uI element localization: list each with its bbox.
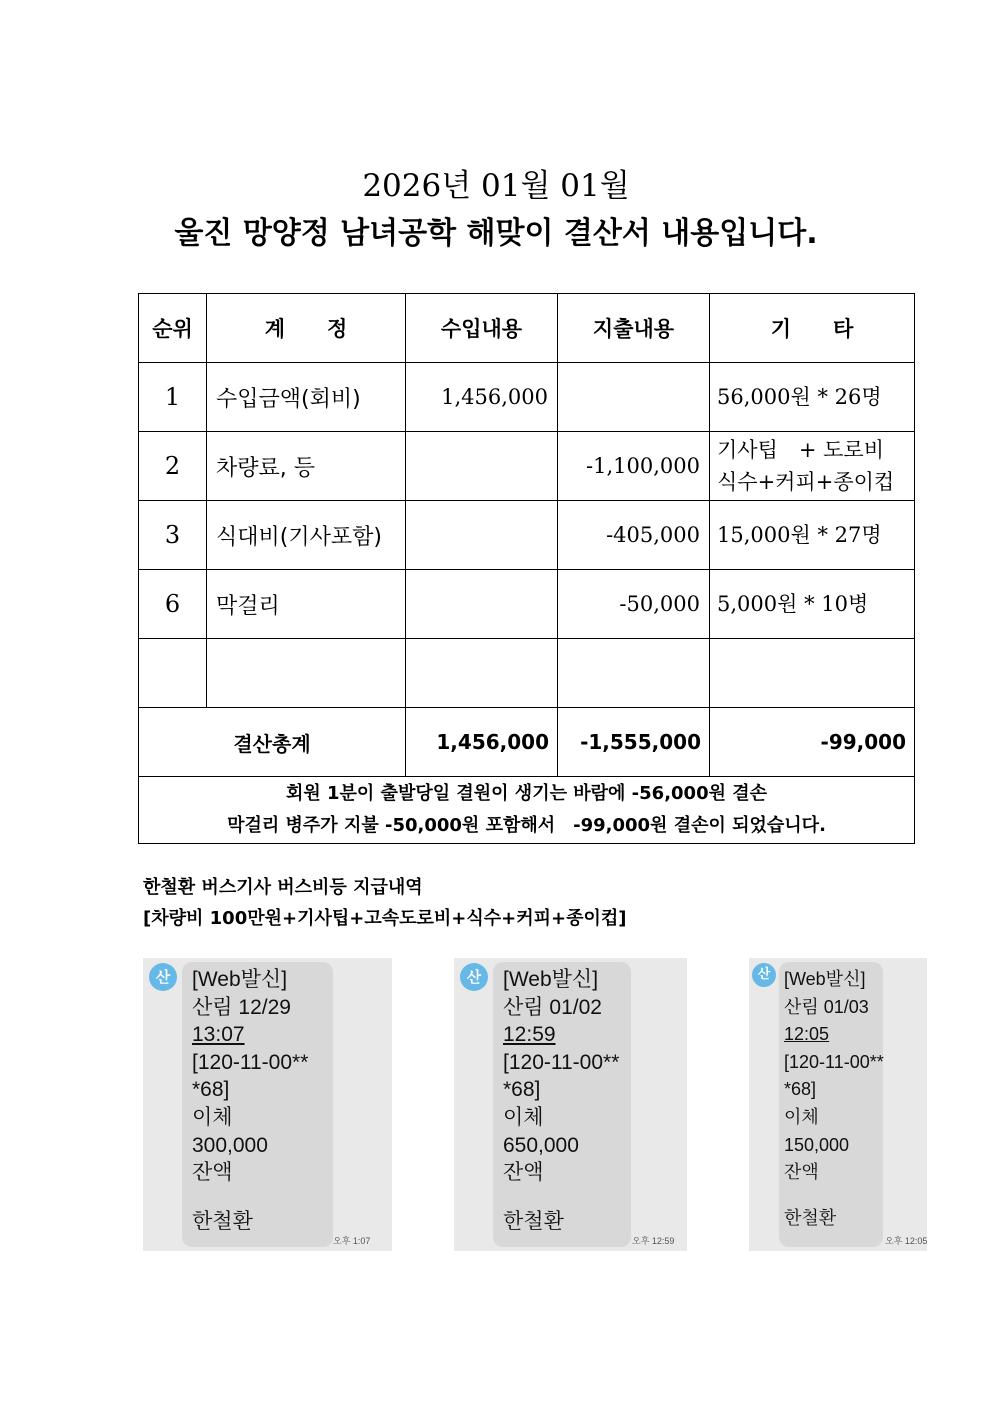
table-row xyxy=(139,501,915,570)
message-line: 150,000 xyxy=(784,1134,850,1155)
header-note: 기 타 xyxy=(710,294,915,363)
total-label: 결산총계 xyxy=(139,708,406,777)
total-expense: -1,555,000 xyxy=(558,708,710,777)
message-line: 한철환 xyxy=(192,1209,253,1233)
row-rank: 6 xyxy=(139,570,207,639)
row-note-line: 식수+커피+종이컵 xyxy=(717,470,895,494)
row-expense xyxy=(558,639,710,708)
message-line: 이체 xyxy=(503,1105,544,1129)
row-note-line: 5,000원 * 10병 xyxy=(717,592,869,616)
message-line xyxy=(503,1187,621,1208)
document-date-title: 2026년 01월 01월 xyxy=(362,168,630,204)
row-income xyxy=(406,432,558,501)
message-time: 오후 1:07 xyxy=(333,1236,371,1246)
row-rank: 1 xyxy=(139,363,207,432)
message-bubble xyxy=(779,962,883,1247)
message-line: [120-11-00** xyxy=(503,1050,620,1074)
message-line: 이체 xyxy=(192,1105,233,1129)
message-line: [Web발신] xyxy=(784,969,866,989)
message-line: 산림 01/03 xyxy=(784,996,869,1017)
sender-avatar-icon: 산 xyxy=(149,963,177,991)
table-row xyxy=(139,432,915,501)
message-line: [120-11-00** xyxy=(192,1050,309,1074)
summary-row xyxy=(139,777,915,844)
summary-line: 회원 1분이 출발당일 결원이 생기는 바람에 -56,000원 결손 xyxy=(285,783,768,804)
message-line: 잔액 xyxy=(192,1161,233,1185)
document-main-title: 울진 망양정 남녀공학 해맞이 결산서 내용입니다. xyxy=(174,216,818,251)
row-expense xyxy=(558,363,710,432)
message-bubble xyxy=(493,962,631,1247)
message-line xyxy=(192,1187,323,1208)
message-line: 산림 12/29 xyxy=(192,995,291,1019)
summary-cell xyxy=(139,777,915,844)
row-note xyxy=(710,639,915,708)
message-time: 오후 12:05 xyxy=(885,1236,928,1246)
row-account: 수입금액(회비) xyxy=(207,363,406,432)
message-line: *68] xyxy=(784,1079,817,1100)
row-rank: 2 xyxy=(139,432,207,501)
row-note-line: 15,000원 * 27명 xyxy=(717,523,882,547)
transfer-message-screenshot xyxy=(749,958,927,1251)
row-account: 막걸리 xyxy=(207,570,406,639)
header-account: 계 정 xyxy=(207,294,406,363)
row-rank: 3 xyxy=(139,501,207,570)
message-line: 한철환 xyxy=(503,1209,564,1233)
table-row-empty xyxy=(139,639,915,708)
message-line: 산림 01/02 xyxy=(503,995,602,1019)
message-bubble xyxy=(182,962,333,1247)
sender-avatar-icon: 산 xyxy=(752,963,776,987)
summary-line: 막걸리 병주가 지불 -50,000원 포함해서 -99,000원 결손이 되었습니다. xyxy=(227,815,826,836)
row-account xyxy=(207,639,406,708)
row-income xyxy=(406,501,558,570)
message-line: 12:59 xyxy=(503,1023,556,1047)
message-time: 오후 12:59 xyxy=(632,1236,675,1246)
row-account: 식대비(기사포함) xyxy=(207,501,406,570)
row-account: 차량료, 등 xyxy=(207,432,406,501)
message-line: 한철환 xyxy=(784,1207,837,1228)
message-line: [Web발신] xyxy=(192,968,288,991)
message-line: 300,000 xyxy=(192,1133,268,1157)
message-line: *68] xyxy=(503,1078,541,1102)
message-line: 이체 xyxy=(784,1106,819,1127)
transfer-message-screenshot xyxy=(143,958,392,1251)
row-expense: -405,000 xyxy=(558,501,710,570)
row-note-line: 기사팁 + 도로비 xyxy=(717,438,884,462)
message-line: 13:07 xyxy=(192,1023,245,1047)
payment-info-title: 한철환 버스기사 버스비등 지급내역 xyxy=(143,877,423,898)
message-line: [Web발신] xyxy=(503,968,599,991)
row-rank xyxy=(139,639,207,708)
message-line: *68] xyxy=(192,1078,230,1102)
settlement-table xyxy=(138,293,915,844)
row-note-line: 56,000원 * 26명 xyxy=(717,385,882,409)
message-line: 잔액 xyxy=(503,1161,544,1185)
message-line xyxy=(784,1187,878,1205)
total-balance: -99,000 xyxy=(710,708,915,777)
row-note xyxy=(710,432,915,501)
message-line: [120-11-00** xyxy=(784,1051,884,1072)
row-income: 1,456,000 xyxy=(406,363,558,432)
sender-avatar-icon: 산 xyxy=(460,963,488,991)
message-line: 12:05 xyxy=(784,1024,830,1045)
header-income: 수입내용 xyxy=(406,294,558,363)
table-row xyxy=(139,570,915,639)
message-line: 650,000 xyxy=(503,1133,579,1157)
total-income: 1,456,000 xyxy=(406,708,558,777)
total-row xyxy=(139,708,915,777)
header-expense: 지출내용 xyxy=(558,294,710,363)
row-income xyxy=(406,639,558,708)
row-note xyxy=(710,363,915,432)
payment-info-detail: [차량비 100만원+기사팁+고속도로비+식수+커피+종이컵] xyxy=(143,908,627,929)
row-expense: -50,000 xyxy=(558,570,710,639)
message-line: 잔액 xyxy=(784,1162,819,1183)
row-note xyxy=(710,501,915,570)
row-note xyxy=(710,570,915,639)
table-header-row xyxy=(139,294,915,363)
header-rank: 순위 xyxy=(139,294,207,363)
row-expense: -1,100,000 xyxy=(558,432,710,501)
transfer-message-screenshot xyxy=(454,958,687,1251)
table-row xyxy=(139,363,915,432)
row-income xyxy=(406,570,558,639)
